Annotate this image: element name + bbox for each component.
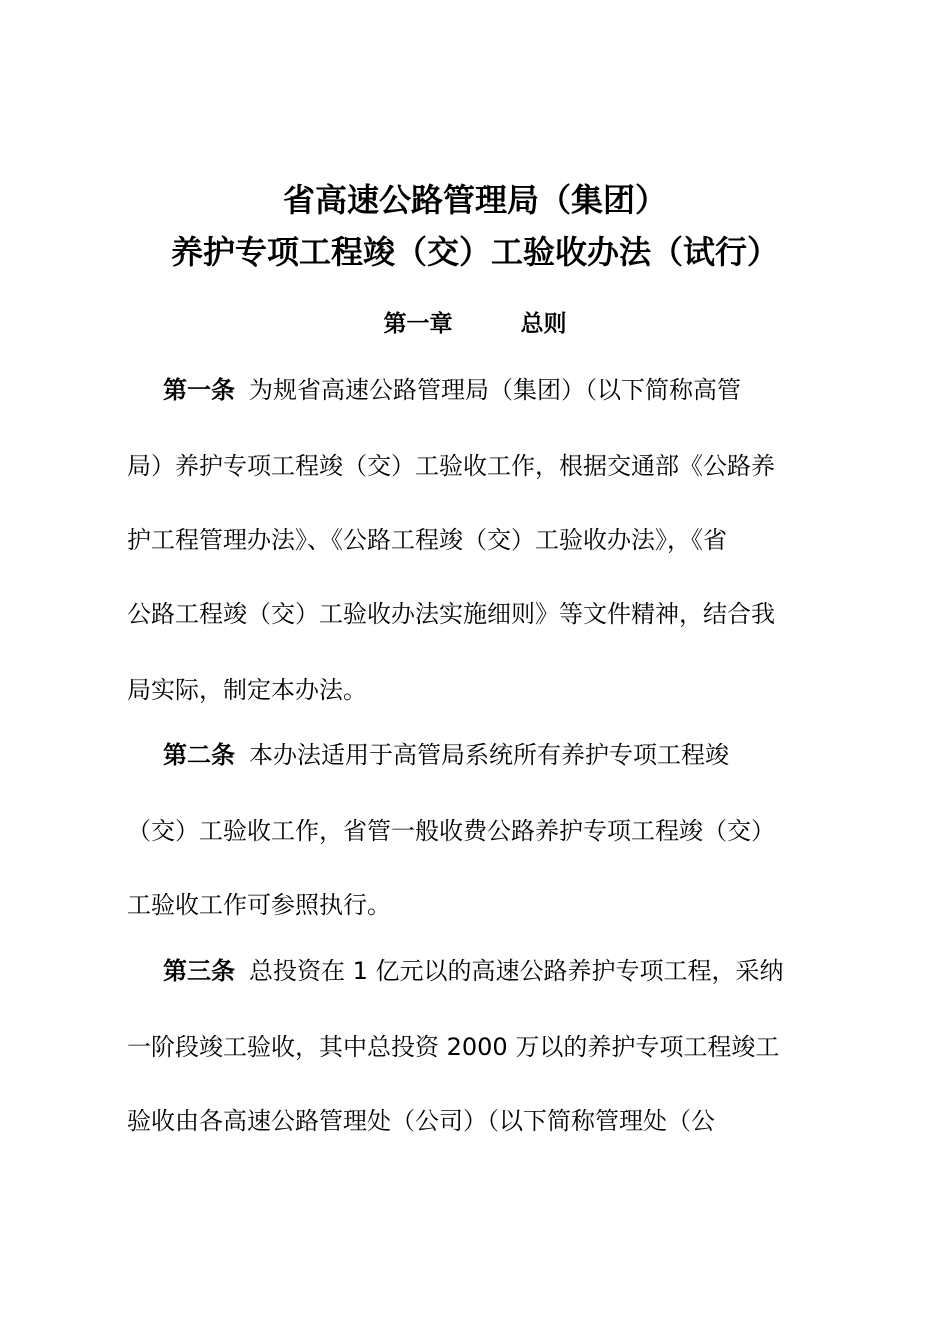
article-1-line-4: 公路工程竣（交）工验收办法实施细则》等文件精神，结合我 [127, 600, 775, 628]
article-2-label: 第二条 [163, 741, 235, 769]
document-title-line-1: 省高速公路管理局（集团） [282, 181, 667, 219]
article-3-line-1 [163, 956, 863, 986]
article-1-line-3: 护工程管理办法》、《公路工程竣（交）工验收办法》，《省 [127, 526, 727, 554]
article-3-label: 第三条 [163, 957, 235, 985]
article-3-line-3: 验收由各高速公路管理处（公司）（以下简称管理处（公 [127, 1107, 715, 1135]
article-1-line-5: 局实际，制定本办法。 [127, 676, 367, 704]
article-2-text-1: 本办法适用于高管局系统所有养护专项工程竣 [249, 741, 729, 769]
chapter-heading [0, 309, 950, 339]
article-3-line-2: 一阶段竣工验收，其中总投资 2000 万以的养护专项工程竣工 [127, 1033, 780, 1061]
article-1-text-1: 为规省高速公路管理局（集团）（以下简称高管 [249, 376, 741, 404]
article-3-text-1: 总投资在 1 亿元以的高速公路养护专项工程，采纳 [249, 957, 784, 985]
document-title-line-2: 养护专项工程竣（交）工验收办法（试行） [170, 233, 779, 271]
article-2-line-1 [163, 740, 863, 770]
article-2-line-2: （交）工验收工作，省管一般收费公路养护专项工程竣（交） [127, 817, 775, 845]
article-2-line-3: 工验收工作可参照执行。 [127, 891, 391, 919]
article-1-line-2: 局）养护专项工程竣（交）工验收工作，根据交通部《公路养 [127, 452, 775, 480]
chapter-number: 第一章 [383, 311, 453, 337]
article-1-label: 第一条 [163, 376, 235, 404]
article-1-line-1 [163, 375, 863, 405]
chapter-name: 总则 [520, 311, 567, 337]
